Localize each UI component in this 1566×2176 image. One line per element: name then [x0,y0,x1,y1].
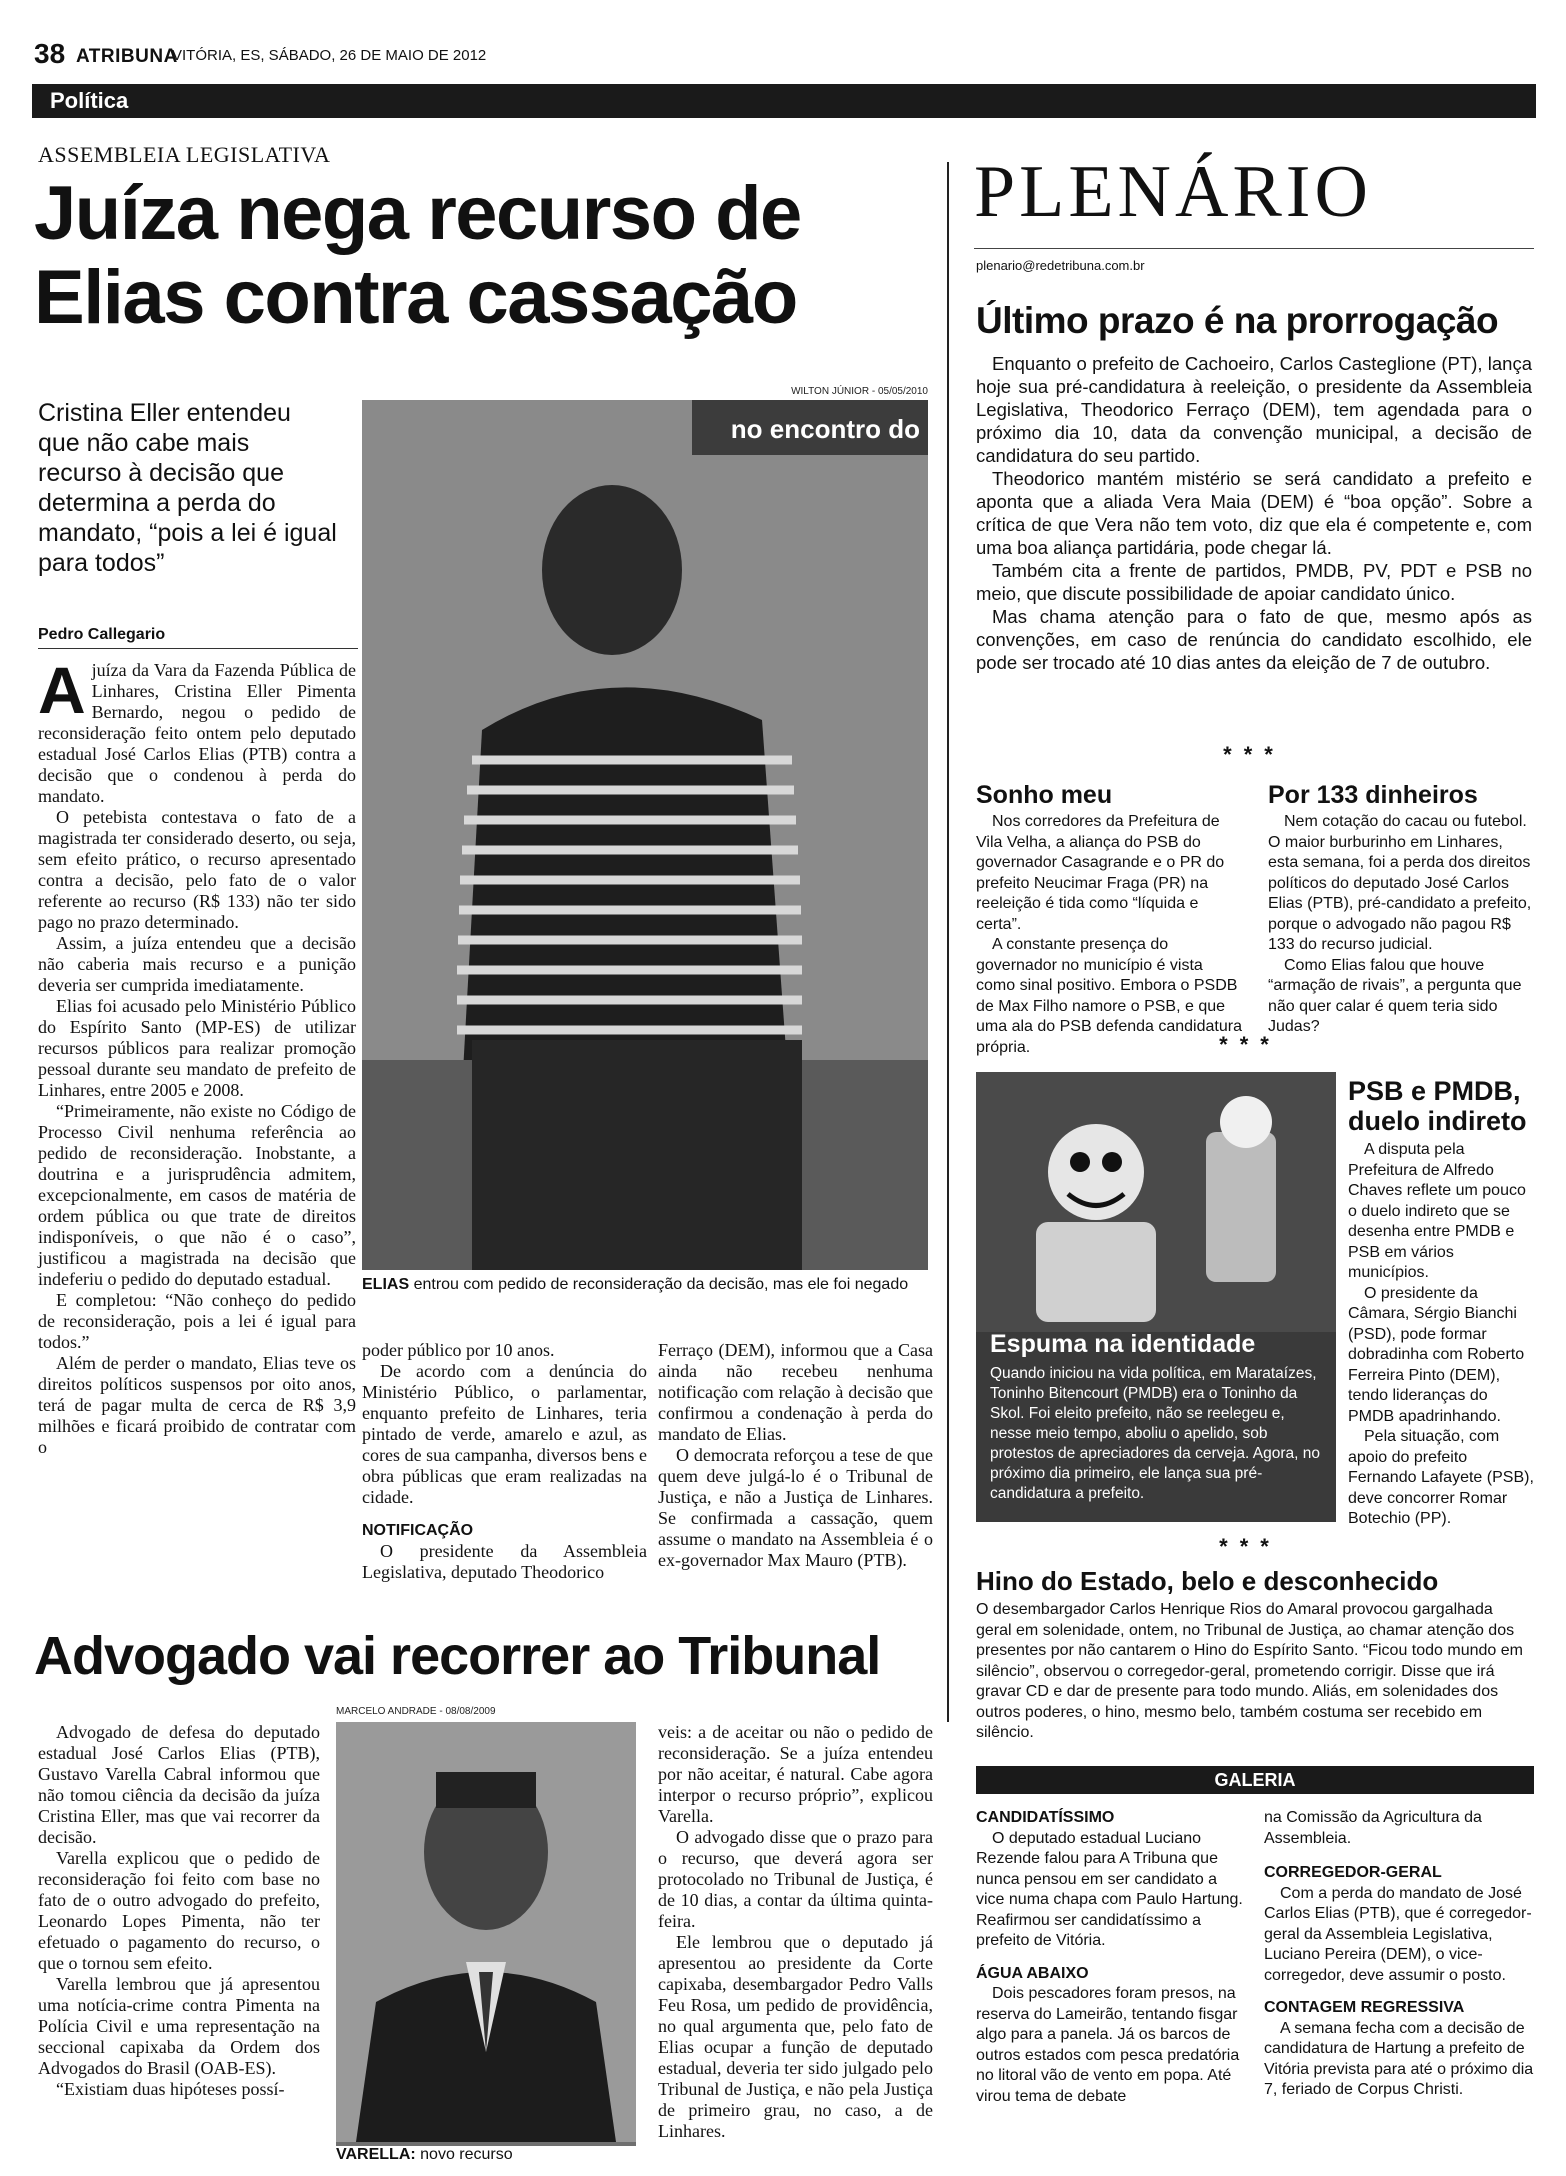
paragraph: Mas chama atenção para o fato de que, mesmo após as convenções, em caso de renúncia do candidato escolhido, ele pode ser trocado até 10 dias antes da eleição de 7 de outubro. [976,606,1532,673]
psb-title [1348,1076,1538,1136]
photo-credit: WILTON JÚNIOR - 05/05/2010 [791,386,928,397]
elias-caption [362,1276,942,1294]
galeria-col-2 [1264,1808,1534,2101]
paragraph: O desembargador Carlos Henrique Rios do Amaral provocou gargalhada geral em solenidade, ontem, no Tribunal de Justiça, ao chamar atenção dos presentes por não cantarem o Hino do Espírito Santo. “Ficou todo mundo em silêncio”, observou o corregedor-geral, prometendo corrigir. Disse que irá gravar CD e dar de presente para todo mundo. Aliás, em solenidades dos outros poderes, o hino, mesmo belo, também costuma ser recebido em silêncio. [976,1601,1523,1741]
photo-banner: no encontro do [730,414,920,444]
galeria-bar [976,1766,1534,1794]
paragraph: Como Elias falou que houve “armação de rivais”, a pergunta que não quer calar é quem teria sido Judas? [1268,956,1522,1035]
paragraph: Varella lembrou que já apresentou uma notícia-crime contra Pimenta na Polícia Civil e uma representação na seccional capixaba da Ordem dos Advogados do Brasil (OAB-ES). [38,1974,320,2078]
dateline: VITÓRIA, ES, SÁBADO, 26 DE MAIO DE 2012 [172,47,487,64]
paragraph: “Primeiramente, não existe no Código de Processo Civil nenhuma referência ao pedido de reconsideração. Inobstante, a doutrina e a jurisprudência admitem, excepcionalmente, em casos de matéria de ordem pública ou que trate de direitos indisponíveis, o que não é o caso”, justificou a magistrada na decisão que indeferiu o pedido do deputado estadual. [38,1101,356,1289]
galeria-item-text: A semana fecha com a decisão de candidatura de Hartung a prefeito de Vitória prevista para até o próximo dia 7, feriado de Corpus Christi. [1264,2019,1534,2098]
psb-body [1348,1140,1534,1530]
paragraph: Ferraço (DEM), informou que a Casa ainda não recebeu nenhuma notificação com relação à decisão que confirmou a condenação à perda do mandato de Elias. [658,1340,933,1444]
cartoon-box [976,1072,1336,1522]
separator-stars: *** [1219,1032,1281,1057]
paragraph: Varella explicou que o pedido de reconsideração foi feito com base no fato de o outro advogado do prefeito, Leonardo Lopes Pimenta, não ter efetuado o pagamento do recurso, o que o tornou sem efeito. [38,1848,320,1973]
paragraph: A constante presença do governador no município é vista como sinal positivo. Embora o PSDB de Max Filho namore o PSB, e que uma ala do PSB defenda candidatura própria. [976,936,1242,1056]
plenario-email: plenario@redetribuna.com.br [976,258,1145,273]
paragraph: O petebista contestava o fato de a magistrada ter considerado deserto, ou seja, sem efeito prático, o recurso apresentado contra a decisão, pelo fato de o valor referente ao recurso (R$ 133) não ter sido pago no prazo determinado. [38,807,356,932]
kicker: ASSEMBLEIA LEGISLATIVA [38,142,331,167]
paragraph: O advogado disse que o prazo para o recurso, que deverá agora ser protocolado no Tribunal de Justiça, é de 10 dias, a contar da última quinta-feira. [658,1827,933,1931]
paragraph: Advogado de defesa do deputado estadual José Carlos Elias (PTB), Gustavo Varella Cabral informou que não tomou ciência da decisão da juíza Cristina Eller, mas que vai recorrer da decisão. [38,1722,320,1847]
paragraph: poder público por 10 anos. [362,1340,555,1360]
sonho-body [976,812,1246,1058]
deck: Cristina Eller entendeu que não cabe mais recurso à decisão que determina a perda do mandato, “pois a lei é igual para todos” [38,399,337,577]
plenario-rule [974,248,1534,249]
paragraph: Enquanto o prefeito de Cachoeiro, Carlos Casteglione (PT), lança hoje sua pré-candidatura à reeleição, o presidente da Assembleia Legislativa, Theodorico Ferraço (DEM), tem agendada para o próximo dia 10, data da convenção municipal, a decisão de candidatura do seu partido. [976,353,1532,466]
second-col-1 [38,1722,320,2100]
galeria-item-text: Com a perda do mandato de José Carlos Elias (PTB), que é corregedor-geral da Assembleia Legislativa, Luciano Pereira (DEM), o vice-corregedor, deve assumir o posto. [1264,1884,1532,1984]
paragraph: Pela situação, com apoio do prefeito Fernando Lafayete (PSB), deve concorrer Romar Botechio (PP). [1348,1428,1534,1527]
galeria-title: GALERIA [1214,1770,1296,1790]
cartoon-illustration [976,1072,1336,1332]
second-headline: Advogado vai recorrer ao Tribunal [34,1626,881,1686]
paragraph: De acordo com a denúncia do Ministério Público, o parlamentar, enquanto prefeito de Linhares, teria pintado de verde, amarelo e azul, as cores de sua campanha, diversos bens e obra públicas que eram realizadas na cidade. [362,1361,647,1507]
galeria-col-1 [976,1808,1246,2107]
main-headline-line2: Elias contra cassação [34,255,797,340]
galeria-item-text: O deputado estadual Luciano Rezende falou para A Tribuna que nunca pensou em ser candidato a vice numa chapa com Paulo Hartung. Reafirmou ser candidatíssimo a prefeito de Vitória. [976,1829,1243,1949]
second-col-3 [658,1722,933,2142]
cartoon-text: Quando iniciou na vida política, em Marataízes, Toninho Bitencourt (PMDB) era o Toninho da Skol. Foi eleito prefeito, não se reelegeu e, nesse meio tempo, aboliu o apelido, sob protestos de apreciadores da cerveja. Agora, no próximo dia primeiro, ele lança sua pré-candidatura a prefeito. [990,1365,1321,1502]
varella-caption [336,2146,636,2166]
masthead-bar [32,84,1536,118]
galeria-item-text: Dois pescadores foram presos, na reserva do Lameirão, tentando fisgar algo para a panela. Já os barcos de outros estados com pesca predatória no litoral vão de vento em popa. Até virou tema de debate [976,1985,1240,2105]
paragraph: Além de perder o mandato, Elias teve os direitos políticos suspensos por oito anos, terá de pagar multa de cerca de R$ 3,9 milhões e ficará proibido de contratar com o [38,1353,356,1457]
paragraph: O democrata reforçou a tese de que quem deve julgá-lo é o Tribunal de Justiça, e não a Justiça de Linhares. Se confirmada a cassação, quem assume o mandato na Assembleia é o ex-governador Max Mauro (PTB). [658,1445,933,1570]
page-number: 38 [34,38,66,69]
galeria-item-title: CONTAGEM REGRESSIVA [1264,1999,1465,2016]
psb-title-line2: duelo indireto [1348,1106,1527,1136]
main-col-1 [38,653,356,1458]
paragraph: Theodorico mantém mistério se será candidato a prefeito e aponta que a aliada Vera Maia (DEM) é “boa opção”. Sobre a crítica de que Vera não tem voto, diz que ela é competente e, com uma boa aliança partidária, pode chegar lá. [976,468,1532,558]
paragraph: Assim, a juíza entendeu que a decisão não caberia mais recurso e a punição deveria ser cumprida imediatamente. [38,933,356,995]
plenario-lead [976,352,1532,674]
caption-text: entrou com pedido de reconsideração da decisão, mas ele foi negado [413,1276,909,1293]
drop-cap: A [38,653,86,727]
paragraph: Elias foi acusado pelo Ministério Público do Espírito Santo (MP-ES) de utilizar recursos públicos para realizar promoção pessoal durante seu mandato de prefeito de Linhares, entre 2005 e 2008. [38,996,356,1100]
paragraph: O presidente da Assembleia Legislativa, deputado Theodorico [362,1541,647,1582]
caption-name: ELIAS [362,1276,410,1293]
main-headline-line1: Juíza nega recurso de [34,171,801,256]
varella-photo-credit: MARCELO ANDRADE - 08/08/2009 [336,1706,496,1717]
paragraph: veis: a de aceitar ou não o pedido de reconsideração. Se a juíza entendeu por não aceitar, é natural. Cabe agora interpor o recurso próprio”, explicou Varella. [658,1722,933,1826]
elias-photo-graphic [362,400,928,1270]
paragraph: Ele lembrou que o deputado já apresentou ao presidente da Corte capixaba, desembargador Pedro Valls Feu Rosa, um pedido de providência, no qual argumenta que, pelo fato de Elias ocupar a função de deputado estadual, deveria ter sido julgado pelo Tribunal de Justiça, e não pela Justiça de primeiro grau, no caso, a de Linhares. [658,1932,933,2141]
galeria-item-title: CANDIDATÍSSIMO [976,1809,1115,1826]
galeria-item-title: CORREGEDOR-GERAL [1264,1864,1442,1881]
paragraph: “Existiam duas hipóteses possí- [56,2079,285,2099]
elias-photo [362,400,928,1270]
lead-paragraph: juíza da Vara da Fazenda Pública de Linhares, Cristina Eller Pimenta Bernardo, negou o pedido de reconsideração feito ontem pelo deputado estadual José Carlos Elias (PTB) contra a decisão que o condenou à perda do mandato. [38,660,356,806]
main-col-3 [658,1340,933,1571]
dinheiros-title: Por 133 dinheiros [1268,781,1478,809]
separator-stars: *** [1219,1534,1281,1559]
main-headline [34,172,964,340]
byline: Pedro Callegario [38,626,358,649]
main-col-2 [362,1340,647,1583]
varella-photo [336,1722,636,2166]
section-title: Política [50,88,129,113]
paragraph: A disputa pela Prefeitura de Alfredo Chaves reflete um pouco o duelo indireto que se desenha entre PMDB e PSB em vários municípios. [1348,1141,1526,1281]
paragraph: Também cita a frente de partidos, PMDB, PV, PDT e PSB no meio, que discute possibilidade de apoiar candidato único. [976,560,1532,604]
sonho-title: Sonho meu [976,781,1113,809]
dinheiros-body [1268,812,1532,1038]
paragraph: Nos corredores da Prefeitura de Vila Velha, a aliança do PSB do governador Casagrande e o PR do prefeito Neucimar Fraga (PR) na reeleição é tida como “líquida e certa”. [976,813,1225,933]
brand-name: ATRIBUNA [76,46,178,67]
subhead: NOTIFICAÇÃO [362,1522,474,1539]
lead-headline: Último prazo é na prorrogação [976,300,1499,341]
paragraph: Nem cotação do cacau ou futebol. O maior burburinho em Linhares, esta semana, foi a perda dos direitos políticos do deputado José Carlos Elias (PTB), pré-candidato a prefeito, porque o advogado não pagou R$ 133 do recurso judicial. [1268,813,1532,953]
galeria-item-text: na Comissão da Agricultura da Assembleia. [1264,1809,1482,1847]
plenario-divider [947,162,949,1722]
galeria-item-title: ÁGUA ABAIXO [976,1964,1089,1982]
caption-name: VARELLA: [336,2146,416,2163]
hino-title: Hino do Estado, belo e desconhecido [976,1566,1439,1596]
separator-stars: *** [1223,742,1285,767]
paragraph: O presidente da Câmara, Sérgio Bianchi (PSD), pode formar dobradinha com Roberto Ferreira Pinto (DEM), tendo lideranças do PMDB apadrinhando. [1348,1284,1525,1425]
caption-text: novo recurso [420,2146,513,2163]
varella-photo-graphic [336,1722,636,2142]
plenario-title: PLENÁRIO [974,151,1372,233]
psb-title-line1: PSB e PMDB, [1348,1076,1521,1106]
paragraph: E completou: “Não conheço do pedido de reconsideração, pois a lei é igual para todos.” [38,1290,356,1352]
hino-body [976,1600,1532,1744]
cartoon-title: Espuma na identidade [990,1330,1256,1358]
